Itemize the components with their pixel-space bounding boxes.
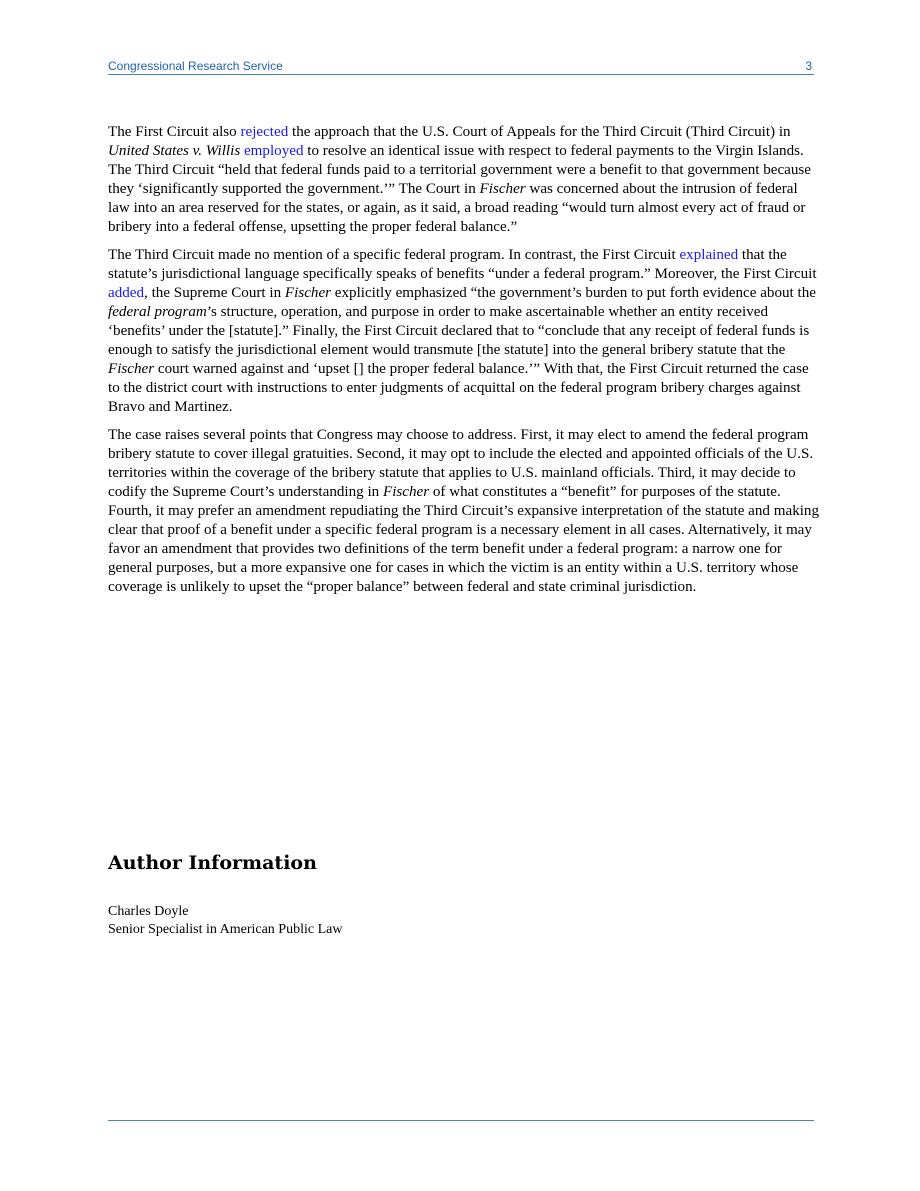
page-number: 3 <box>805 59 812 73</box>
author-information-heading: Author Information <box>108 852 317 874</box>
header-organization: Congressional Research Service <box>108 59 283 73</box>
case-name-willis: United States v. Willis <box>108 143 241 159</box>
author-role: Senior Specialist in American Public Law <box>108 922 343 937</box>
link-added[interactable]: added <box>108 285 145 301</box>
text-span: to resolve an identical issue with respect to federal payments to the Virgin Islands. The Third Circuit “held that federal funds paid to a territorial government were a benefit to that government because they ‘significantly supported the government.’” The Court in <box>108 143 811 197</box>
text-span: that the statute’s jurisdictional language specifically speaks of benefits “under a federal program.” Moreover, the First Circuit <box>108 247 817 282</box>
paragraph-congress-options <box>108 426 820 597</box>
page-header <box>108 59 814 75</box>
case-name-fischer: Fischer <box>383 484 430 500</box>
text-span: , the Supreme Court in <box>144 285 285 301</box>
link-rejected[interactable]: rejected <box>240 124 289 140</box>
paragraph-third-circuit <box>108 246 820 417</box>
text-span: the approach that the U.S. Court of Appeals for the Third Circuit (Third Circuit) in <box>288 124 791 140</box>
text-span: court warned against and ‘upset [] the proper federal balance.’” With that, the First Circuit returned the case to the district court with instructions to enter judgments of acquittal on the federal program bribery charges against Bravo and Martinez. <box>108 361 809 415</box>
text-span: The case raises several points that Congress may choose to address. First, it may elect to amend the federal program bribery statute to cover illegal gratuities. Second, it may opt to include the elected and appointed officials of the U.S. territories within the coverage of the bribery statute that applies to U.S. mainland officials. Third, it may decide to codify the Supreme Court’s understanding in <box>108 427 814 500</box>
text-span: The Third Circuit made no mention of a specific federal program. In contrast, the First Circuit <box>108 247 680 263</box>
text-span: The First Circuit also <box>108 124 241 140</box>
text-span: explicitly emphasized “the government’s burden to put forth evidence about the <box>331 285 816 301</box>
text-span: ’s structure, operation, and purpose in order to make ascertainable whether an entity received ‘benefits’ under the [statute].” Finally, the First Circuit declared that to “conclude that any receipt of federal funds is enough to satisfy the jurisdictional element would transmute [the statute] into the general bribery statute that the <box>108 304 810 358</box>
footer-divider <box>108 1120 814 1121</box>
text-span: of what constitutes a “benefit” for purposes of the statute. Fourth, it may prefer an amendment repudiating the Third Circuit’s expansive interpretation of the statute and making clear that proof of a benefit under a specific federal program is a necessary element in all cases. Alternatively, it may favor an amendment that provides two definitions of the term benefit under a federal program: a narrow one for general purposes, but a more expansive one for cases in which the victim is an entity within a U.S. territory whose coverage is unlikely to upset the “proper balance” between federal and state criminal jurisdiction. <box>108 484 820 595</box>
document-body <box>108 123 820 606</box>
case-name-fischer: Fischer <box>284 285 332 301</box>
link-employed[interactable]: employed <box>243 143 304 159</box>
italic-federal-program: federal program <box>108 304 207 320</box>
case-name-fischer: Fischer <box>108 361 155 377</box>
case-name-fischer: Fischer <box>479 181 526 197</box>
author-block <box>108 903 342 939</box>
author-name: Charles Doyle <box>108 904 189 919</box>
text-span: was concerned about the intrusion of federal law into an area reserved for the states, or again, as it said, a broad reading “would turn almost every act of fraud or bribery into a federal offense, upsetting the proper federal balance.” <box>108 181 806 235</box>
paragraph-first-circuit-rejection <box>108 123 820 237</box>
link-explained[interactable]: explained <box>679 247 739 263</box>
